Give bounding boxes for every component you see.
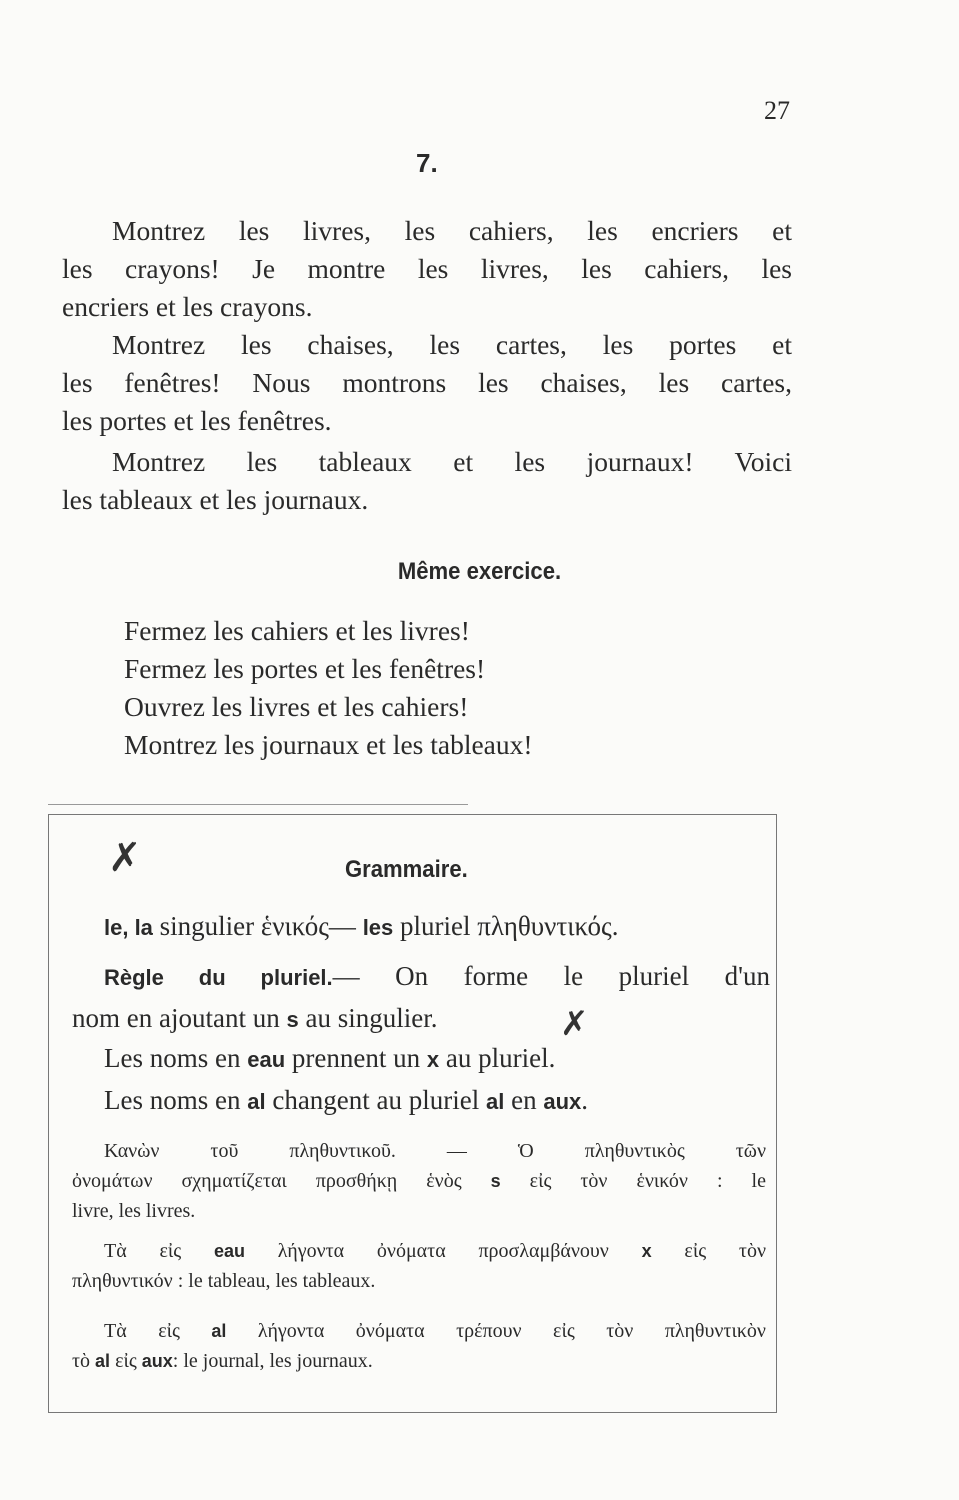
text-line: τὸ al εἰς aux: le journal, les journaux. [72,1350,373,1372]
paragraph-livres [62,212,792,326]
text-line: Κανὼν τοῦ πληθυντικοῦ. — Ὁ πληθυντικὸς τῶν [104,1140,766,1162]
exercise-line: Montrez les journaux et les tableaux! [124,729,533,760]
plural-exceptions [104,1038,802,1122]
text-line: encriers et les crayons. [62,291,313,322]
text-line: πληθυντικόν : le tableau, les tableaux. [72,1270,376,1292]
text-line: Les noms en al changent au pluriel al en aux. [104,1085,589,1115]
text-line: Montrez les livres, les cahiers, les encriers et [112,215,792,246]
paragraph-chaises [62,326,792,440]
text-line: Montrez les tableaux et les journaux! Voici [112,446,792,477]
greek-rule-1 [72,1136,766,1226]
exercise-heading: Même exercice. [397,558,562,585]
greek-rule-3 [72,1316,766,1376]
text-line: nom en ajoutant un s au singulier. [72,1003,438,1033]
page-number: 27 [764,96,790,125]
cross-mark-icon: ✗ [560,1006,589,1043]
exercise-line: Fermez les cahiers et les livres! [124,615,470,646]
grammar-title: Grammaire. [345,856,468,883]
text-line: ὀνομάτων σχηματίζεται προσθήκῃ ἑνὸς s εἰς τὸν ἑνικόν : le [72,1170,766,1192]
text-line: les tableaux et les journaux. [62,484,369,515]
text-line: Montrez les chaises, les cartes, les portes et [112,329,792,360]
text-line: Les noms en eau prennent un x au pluriel. [104,1043,556,1073]
divider [48,804,468,805]
text-line: Τὰ εἰς eau λήγοντα ὀνόματα προσλαμβάνουν x εἰς τὸν [104,1240,766,1262]
plural-rule [72,956,770,1043]
article-rule [104,906,770,948]
text-line: Τὰ εἰς al λήγοντα ὀνόματα τρέπουν εἰς τὸν πληθυντικὸν [104,1320,766,1342]
text-line: livre, les livres. [72,1200,196,1222]
text-line: les crayons! Je montre les livres, les cahiers, les [62,253,792,284]
lesson-number: 7. [416,148,438,178]
text-line: Règle du pluriel.— On forme le pluriel d'un [104,961,770,991]
text-line: les fenêtres! Nous montrons les chaises, les cartes, [62,367,792,398]
exercise-list [124,612,533,764]
exercise-line: Fermez les portes et les fenêtres! [124,653,486,684]
cross-mark-icon: ✗ [108,835,142,880]
paragraph-tableaux [62,443,792,519]
text-line: le, la singulier ἑνικός— les pluriel πληθυντικός. [104,911,619,941]
exercise-line: Ouvrez les livres et les cahiers! [124,691,469,722]
greek-rule-2 [72,1236,766,1296]
text-line: les portes et les fenêtres. [62,405,332,436]
